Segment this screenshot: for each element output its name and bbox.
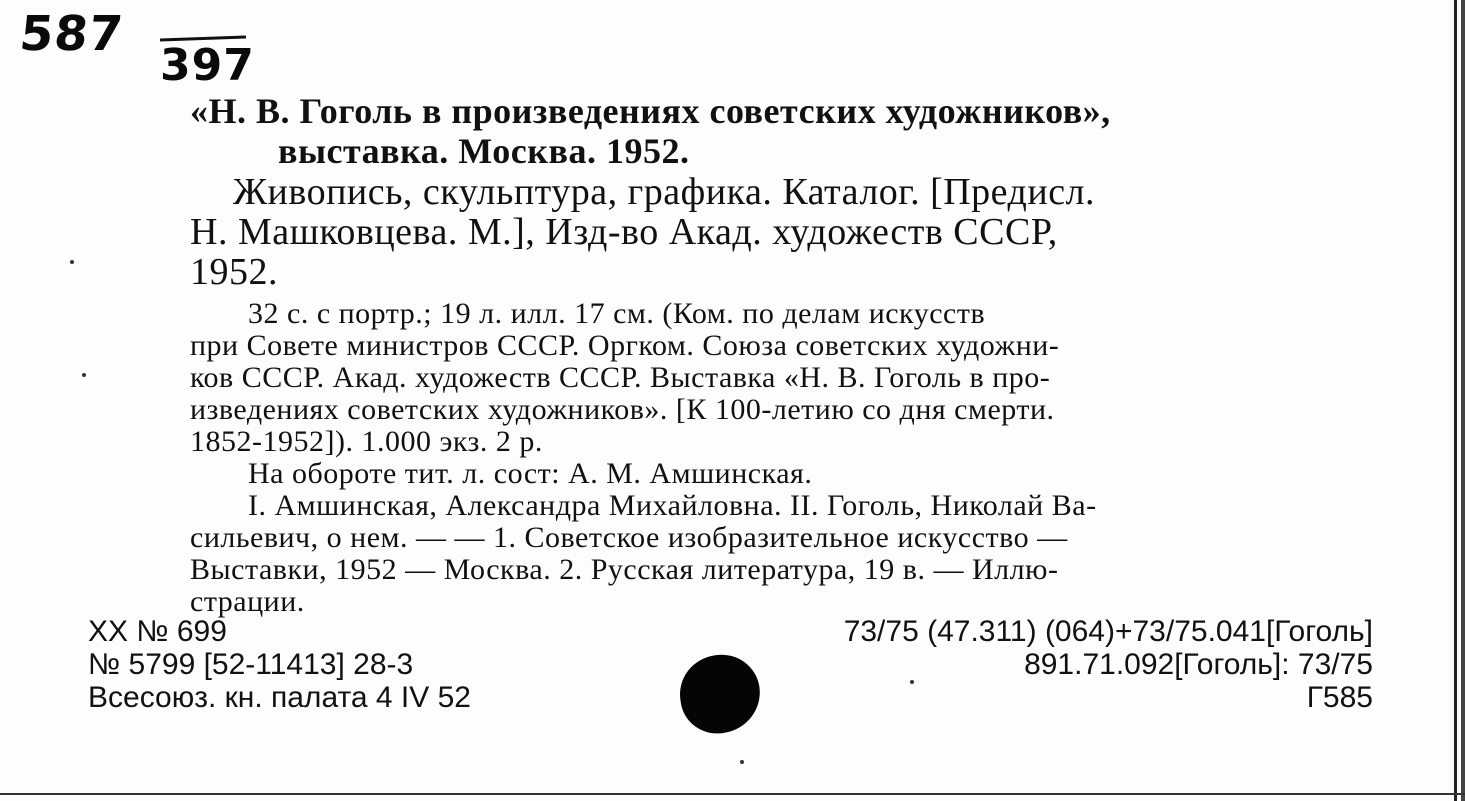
card-edge-right — [1454, 0, 1457, 801]
title-line-1: «Н. В. Гоголь в произведениях советских художников», — [190, 91, 1111, 131]
subject-line: Выставки, 1952 — Москва. 2. Русская литература, 19 в. — Иллю- — [190, 553, 1059, 586]
description-line: при Совете министров СССР. Оргком. Союза советских художни- — [190, 329, 1060, 362]
main-line-1: Живопись, скульптура, графика. Каталог. [Предисл. — [233, 171, 1096, 213]
footer-left-line: XX № 699 — [88, 615, 227, 648]
note-line: На обороте тит. л. сост: А. М. Амшинская. — [248, 457, 813, 490]
ink-speck — [910, 680, 914, 684]
title-line-2: выставка. Москва. 1952. — [278, 131, 690, 171]
subject-line: сильевич, о нем. — — 1. Советское изобразительное искусство — — [190, 521, 1068, 554]
subject-line: I. Амшинская, Александра Михайловна. II. Гоголь, Николай Ва- — [248, 489, 1097, 522]
subject-line: страции. — [190, 585, 305, 618]
card-edge-right-outer — [1461, 0, 1465, 801]
footer-right-line: Г585 — [1306, 681, 1373, 714]
main-line-2: Н. Машковцева. М.], Изд-во Акад. художеств СССР, — [190, 211, 1058, 253]
footer-right-line: 891.71.092[Гоголь]: 73/75 — [1024, 648, 1373, 681]
description-line: ков СССР. Акад. художеств СССР. Выставка «Н. В. Гоголь в про- — [190, 361, 1051, 394]
description-line: 32 с. с портр.; 19 л. илл. 17 см. (Ком. по делам искусств — [248, 297, 986, 330]
ink-speck — [70, 260, 74, 264]
footer-left-line: Всесоюз. кн. палата 4 IV 52 — [88, 681, 471, 714]
footer-left-line: № 5799 [52-11413] 28-3 — [88, 648, 414, 681]
card-edge-bottom — [0, 793, 1465, 795]
punch-hole-mark — [675, 650, 765, 738]
ink-speck — [740, 760, 744, 764]
footer-right-line: 73/75 (47.311) (064)+73/75.041[Гоголь] — [843, 615, 1373, 648]
handwritten-number-2: 397 — [160, 40, 255, 91]
description-line: изведениях советских художников». [К 100-летию со дня смерти. — [190, 393, 1055, 426]
ink-speck — [82, 373, 86, 377]
description-line: 1852-1952]). 1.000 экз. 2 р. — [190, 425, 543, 458]
handwritten-number-1: 587 — [17, 6, 127, 62]
main-line-3: 1952. — [190, 251, 278, 293]
